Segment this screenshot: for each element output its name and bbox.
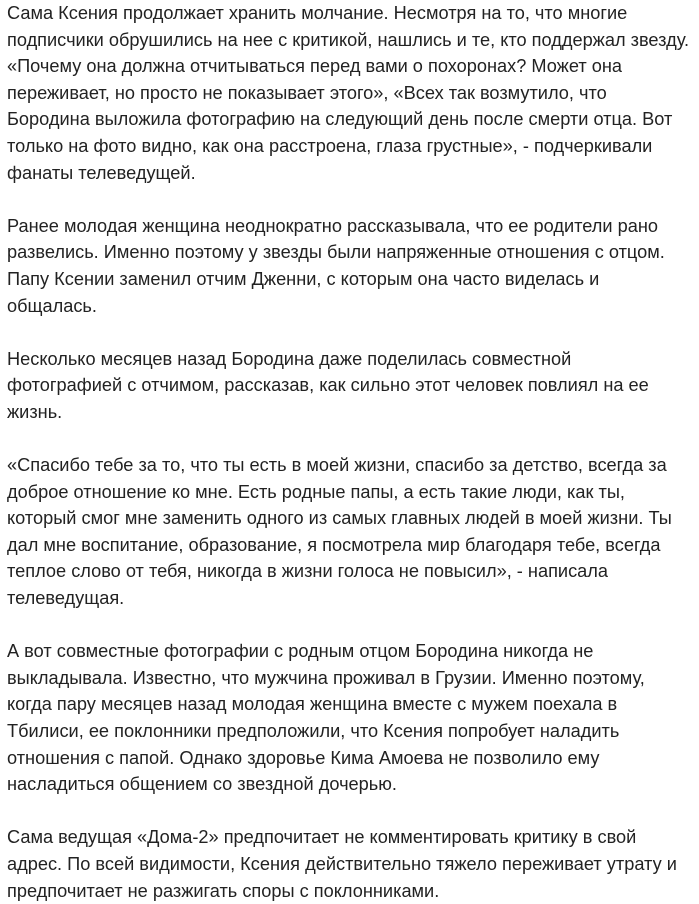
paragraph-stepfather-photo: Несколько месяцев назад Бородина даже поделилась совместной фотографией с отчимом, рассказав, как сильно этот человек повлиял на ее жизнь. — [7, 348, 649, 422]
paragraph-parents-divorce: Ранее молодая женщина неоднократно рассказывала, что ее родители рано развелись. Именно поэтому у звезды были напряженные отношения с отцом. Папу Ксении заменил отчим Дженни, с которым она часто виделась и общалась. — [7, 215, 665, 316]
paragraph-silence: Сама Ксения продолжает хранить молчание. Несмотря на то, что многие подписчики обрушились на нее с критикой, нашлись и те, кто поддержал звезду. «Почему она должна отчитываться перед вами о похоронах? Может она переживает, но просто не показывает этого», «Всех так возмутило, что Бородина выложила фотографию на следующий день после смерти отца. Вот только на фото видно, как она расстроена, глаза грустные», - подчеркивали фанаты телеведущей. — [7, 3, 690, 183]
paragraph-quote: «Спасибо тебе за то, что ты есть в моей жизни, спасибо за детство, всегда за доброе отношение ко мне. Есть родные папы, а есть такие люди, как ты, который смог мне заменить одного из самых главных людей в моей жизни. Ты дал мне воспитание, образование, я посмотрела мир благодаря тебе, всегда теплое слово от тебя, никогда в жизни голоса не повысил», - написала телеведущая. — [7, 455, 672, 609]
paragraph-father-georgia: А вот совместные фотографии с родным отцом Бородина никогда не выкладывала. Известно, что мужчина проживал в Грузии. Именно поэтому, когда пару месяцев назад молодая женщина вместе с мужем поехала в Тбилиси, ее поклонники предположили, что Ксения попробует наладить отношения с папой. Однако здоровье Кима Амоева не позволило ему насладиться общением со звездной дочерью. — [7, 641, 645, 795]
paragraph-no-comment: Сама ведущая «Дома-2» предпочитает не комментировать критику в свой адрес. По всей видимости, Ксения действительно тяжело переживает утрату и предпочитает не разжигать споры с поклонниками. — [7, 827, 677, 901]
article-body — [7, 0, 691, 904]
